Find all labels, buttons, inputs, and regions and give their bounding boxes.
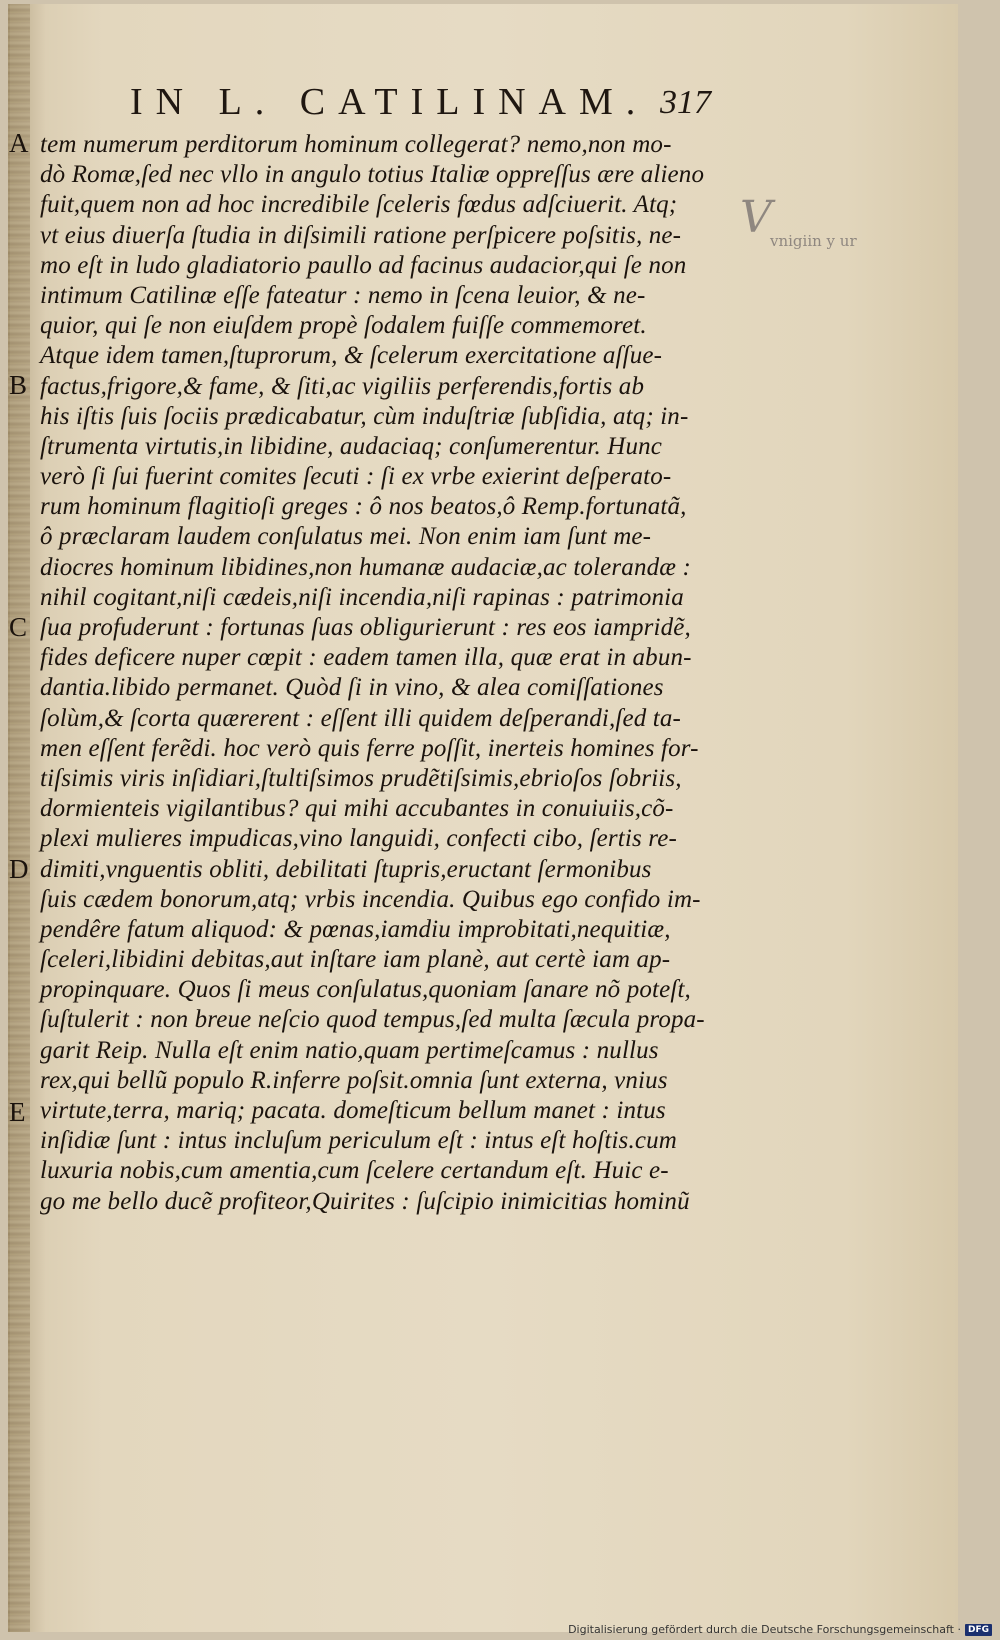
text-line: fides deficere nuper cœpit : eadem tamen illa, quæ erat in abun-	[40, 644, 692, 672]
text-line: quior, qui ſe non eiuſdem propè ſodalem fuiſſe commemoret.	[40, 312, 647, 340]
text-line: garit Reip. Nulla eſt enim natio,quam pertimeſcamus : nullus	[40, 1036, 659, 1064]
text-line: pendêre fatum aliquod: & pœnas,iamdiu improbitati,nequitiæ,	[40, 915, 671, 943]
text-line: his iſtis ſuis ſociis prædicabatur, cùm induſtriæ ſubſidia, atq; in-	[40, 402, 689, 430]
text-line: dimiti,vnguentis obliti, debilitati ſtupris,eructant ſermonibus	[40, 855, 652, 883]
margin-letter-b: B	[9, 370, 28, 400]
text-line: luxuria nobis,cum amentia,cum ſcelere certandum eſt. Huic e-	[40, 1157, 669, 1185]
handwritten-annotation-v: V	[740, 192, 772, 243]
text-line: intimum Catilinæ eſſe fateatur : nemo in ſcena leuior, & ne-	[40, 281, 646, 309]
handwritten-annotation-note: vnigiin y ur	[770, 232, 857, 250]
text-line: tiſsimis viris inſidiari,ſtultiſsimos prudẽtiſsimis,ebrioſos ſobriis,	[40, 764, 682, 792]
text-line: factus,frigore,& fame, & ſiti,ac vigiliis perferendis,fortis ab	[40, 372, 645, 400]
text-line: ſuſtulerit : non breue neſcio quod tempus,ſed multa ſæcula propa-	[40, 1006, 705, 1034]
text-line: propinquare. Quos ſi meus conſulatus,quoniam ſanare nõ poteſt,	[40, 976, 691, 1004]
margin-letter-d: D	[9, 854, 29, 884]
page-number: 317	[660, 84, 711, 121]
dfg-logo-icon: DFG	[965, 1624, 992, 1636]
text-line: ſuis cædem bonorum,atq; vrbis incendia. Quibus ego confido im-	[40, 885, 701, 913]
text-line: ô præclaram laudem conſulatus mei. Non enim iam ſunt me-	[40, 523, 652, 551]
text-line: ſolùm,& ſcorta quærerent : eſſent illi quidem deſperandi,ſed ta-	[40, 704, 681, 732]
digitization-footer	[568, 1623, 992, 1636]
text-line: dormienteis vigilantibus? qui mihi accubantes in conuiuiis,cõ-	[40, 795, 674, 823]
text-line: Atque idem tamen,ſtuprorum, & ſcelerum exercitatione aſſue-	[40, 342, 663, 370]
text-line: ſtrumenta virtutis,in libidine, audaciaq; conſumerentur. Hunc	[40, 432, 663, 460]
text-line: fuit,quem non ad hoc incredibile ſceleris fœdus adſciuerit. Atq;	[40, 191, 678, 219]
body-text	[40, 130, 720, 1217]
footer-credit-text: Digitalisierung gefördert durch die Deutsche Forschungsgemeinschaft ·	[568, 1623, 961, 1636]
margin-letter-a: A	[9, 128, 29, 158]
text-line: mo eſt in ludo gladiatorio paullo ad facinus audacior,qui ſe non	[40, 251, 687, 279]
text-line: tem numerum perditorum hominum collegerat? nemo,non mo-	[40, 131, 672, 158]
page-gutter	[8, 4, 30, 1632]
text-line: nihil cogitant,niſi cædeis,niſi incendia,niſi rapinas : patrimonia	[40, 583, 684, 611]
text-line: inſidiæ ſunt : intus incluſum periculum eſt : intus eſt hoſtis.cum	[40, 1127, 677, 1155]
text-line: rex,qui bellũ populo R.inferre poſsit.omnia ſunt externa, vnius	[40, 1066, 668, 1094]
text-line: ſceleri,libidini debitas,aut inſtare iam planè, aut certè iam ap-	[40, 946, 671, 974]
running-header: IN L. CATILINAM.	[130, 81, 649, 123]
text-line: virtute,terra, mariq; pacata. domeſticum bellum manet : intus	[40, 1097, 666, 1124]
text-line: ſua profuderunt : fortunas ſuas obligurierunt : res eos iampridẽ,	[40, 614, 691, 641]
text-line: go me bello ducẽ profiteor,Quirites : ſuſcipio inimicitias hominũ	[40, 1187, 690, 1215]
text-line: rum hominum flagitioſi greges : ô nos beatos,ô Remp.fortunatã,	[40, 493, 687, 521]
text-line: plexi mulieres impudicas,vino languidi, confecti cibo, ſertis re-	[40, 825, 677, 853]
text-line: men eſſent ferẽdi. hoc verò quis ferre poſſit, inerteis homines for-	[40, 734, 699, 762]
margin-letter-e: E	[9, 1097, 26, 1127]
text-line: verò ſi ſui fuerint comites ſecuti : ſi ex vrbe exierint deſperato-	[40, 463, 672, 491]
text-line: vt eius diuerſa ſtudia in diſsimili ratione perſpicere poſsitis, ne-	[40, 221, 682, 249]
margin-letter-c: C	[9, 612, 28, 642]
text-line: diocres hominum libidines,non humanæ audaciæ,ac tolerandæ :	[40, 553, 691, 581]
text-line: dantia.libido permanet. Quòd ſi in vino, & alea comiſſationes	[40, 674, 664, 702]
text-line: dò Romæ,ſed nec vllo in angulo totius Italiæ oppreſſus ære alieno	[40, 161, 705, 189]
